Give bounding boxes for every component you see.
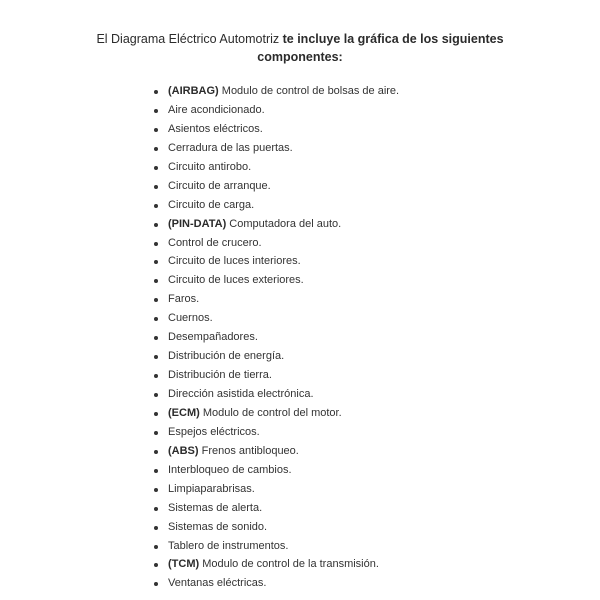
- item-text: Control de crucero.: [168, 236, 262, 249]
- item-text: Frenos antibloqueo.: [198, 444, 299, 457]
- bullet-icon: [154, 90, 158, 94]
- item-text: Faros.: [168, 293, 200, 306]
- bullet-icon: [154, 582, 158, 586]
- item-text: Circuito antirobo.: [168, 160, 252, 173]
- item-text: Modulo de control de la transmisión.: [199, 558, 379, 571]
- item-text: Cuernos.: [168, 312, 213, 325]
- list-item: [152, 120, 399, 139]
- list-item: [152, 537, 399, 556]
- bullet-icon: [154, 260, 158, 264]
- list-item: [152, 366, 399, 385]
- bullet-icon: [154, 526, 158, 530]
- list-item: [152, 196, 399, 215]
- bullet-icon: [154, 128, 158, 132]
- item-text: Cerradura de las puertas.: [168, 141, 293, 154]
- item-text: Limpiaparabrisas.: [168, 482, 255, 495]
- bullet-icon: [154, 450, 158, 454]
- item-tag: (ABS): [168, 444, 199, 457]
- bullet-icon: [154, 469, 158, 473]
- item-text: Sistemas de sonido.: [168, 520, 268, 533]
- item-text: Modulo de control del motor.: [199, 406, 342, 419]
- item-text: Circuito de carga.: [168, 198, 255, 211]
- item-text: Dirección asistida electrónica.: [168, 388, 314, 400]
- list-item: [152, 309, 399, 328]
- item-text: Circuito de luces exteriores.: [168, 274, 304, 287]
- item-text: Desempañadores.: [168, 331, 258, 344]
- list-item: [152, 385, 399, 404]
- bullet-icon: [154, 147, 158, 151]
- list-item: [152, 518, 399, 537]
- item-text: Modulo de control de bolsas de aire.: [218, 85, 400, 97]
- list-item: [152, 499, 399, 518]
- bullet-icon: [154, 393, 158, 397]
- item-tag: (AIRBAG): [168, 85, 219, 97]
- list-item: [152, 555, 399, 574]
- item-tag: (PIN-DATA): [168, 217, 227, 230]
- list-item: [152, 423, 399, 442]
- list-item: [152, 328, 399, 347]
- list-item: [152, 347, 399, 366]
- bullet-icon: [154, 545, 158, 549]
- bullet-icon: [154, 298, 158, 302]
- bullet-icon: [154, 166, 158, 170]
- list-item: [152, 252, 399, 271]
- bullet-icon: [154, 336, 158, 340]
- bullet-icon: [154, 279, 158, 283]
- item-text: Ventanas eléctricas.: [168, 577, 267, 590]
- item-text: Espejos eléctricos.: [168, 425, 260, 438]
- heading-bold: te incluye la gráfica de los siguientes componentes:: [257, 32, 504, 64]
- list-item: [152, 234, 399, 253]
- bullet-icon: [154, 563, 158, 567]
- bullet-icon: [154, 355, 158, 359]
- page-heading: [60, 30, 540, 66]
- bullet-icon: [154, 204, 158, 208]
- list-item: [152, 271, 399, 290]
- bullet-icon: [154, 185, 158, 189]
- list-item: [152, 442, 399, 461]
- item-text: Tablero de instrumentos.: [168, 539, 289, 552]
- item-text: Asientos eléctricos.: [168, 122, 263, 135]
- item-text: Interbloqueo de cambios.: [168, 463, 292, 476]
- item-text: Sistemas de alerta.: [168, 501, 263, 514]
- item-text: Circuito de luces interiores.: [168, 255, 301, 268]
- bullet-icon: [154, 109, 158, 113]
- list-item: [152, 574, 399, 593]
- bullet-icon: [154, 223, 158, 227]
- list-item: [152, 139, 399, 158]
- list-item: [152, 290, 399, 309]
- list-item: [152, 158, 399, 177]
- bullet-icon: [154, 317, 158, 321]
- bullet-icon: [154, 507, 158, 511]
- list-item: [152, 461, 399, 480]
- list-item: [152, 82, 399, 101]
- item-tag: (TCM): [168, 558, 200, 571]
- item-tag: (ECM): [168, 406, 200, 419]
- heading-intro: El Diagrama Eléctrico Automotriz: [96, 32, 283, 46]
- bullet-icon: [154, 488, 158, 492]
- item-text: Circuito de arranque.: [168, 179, 271, 192]
- item-text: Aire acondicionado.: [168, 103, 265, 116]
- list-item: [152, 480, 399, 499]
- bullet-icon: [154, 412, 158, 416]
- bullet-icon: [154, 242, 158, 246]
- item-text: Distribución de energía.: [168, 350, 285, 363]
- list-item: [152, 215, 399, 234]
- list-item: [152, 177, 399, 196]
- item-text: Computadora del auto.: [226, 217, 342, 230]
- component-list: [152, 82, 399, 593]
- bullet-icon: [154, 374, 158, 378]
- item-text: Distribución de tierra.: [168, 369, 272, 382]
- list-item: [152, 404, 399, 423]
- list-item: [152, 101, 399, 120]
- bullet-icon: [154, 431, 158, 435]
